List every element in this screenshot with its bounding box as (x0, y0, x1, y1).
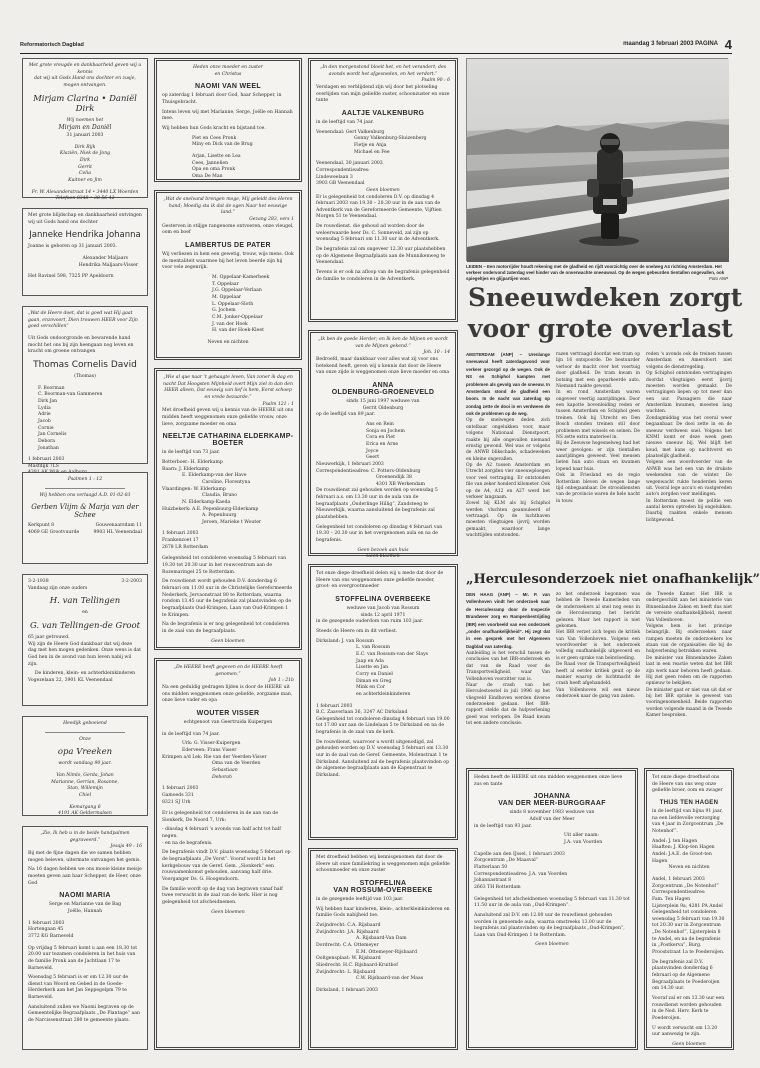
ad-name: Mirjam Clarina • Daniël Dirk (33, 93, 137, 114)
article-hercules-col3: de Tweede Kamer. Het IBR is ondergeschikt aan het ministerie van Binnenlandse Zaken en heeft dus niet de vereiste onafhankelijkheid, meent Van Vollenhoven. Volgens hem is het principe belangrijk. Bij onderzoeken naar rampen moeten de onderzoekers los staan van de organisaties die bij de hulpverlening betrokken waren. De minister van Binnenlandse Zaken laat in een reactie weten dat het IBR zijn werk naar behoren heeft gedaan. Hij ziet geen reden om de rapporten opnieuw te bekijken. De minister gaat er niet van uit dat er bij het IBR sprake is geweest van vooringenomenheid. Beide rapporten worden volgende maand in de Tweede Kamer besproken. (646, 592, 732, 719)
photo-image (467, 59, 729, 262)
ad-name: WOUTER VISSER (196, 709, 260, 717)
ad-name: JOHANNA (533, 793, 571, 801)
article-snow-col3: reden 's avonds ook de treinen tussen Amsterdam en Amersfoort niet volgens de dienstregeling. Op Schiphol ontstonden vertragingen doordat vliegtuigen eerst ijsvrij moesten worden gemaakt. De vertragingen liepen op tot meer dan een uur. Passagiers die naar Amsterdam kwamen, moesten lang wachten. Zondagmiddag was het overal weer begaanbaar. De dooi zette in en de sneeuw verdween snel. Volgens het KNMI komt er deze week geen nieuwe sneeuw bij. Wel blijft het koud, met kans op nachtvorst en plaatselijk gladheid. Volgens een woordvoerder van de ANWB was het een van de drukste weekenden van de winter. De wegenwacht rukte honderden keren uit. Vooral lege accu's en vastgereden auto's zorgden voor meldingen. In Rotterdam moest de politie een aantal keren optreden bij ongelukken. Daarbij raakten enkele mensen lichtgewond. (646, 352, 732, 523)
ad-name: AALTJE VALKENBURG (341, 109, 425, 117)
death-notice-thomas: „Wat de Heere doet, dat is goed wat Hij gaat gaan, enzovoort, Dien trouwen HEER voor Zijn goed verschillen” Uit Gods ondoorgronde en bewarende hand mocht het ons bij zijn heengaan nog leven en kracht om groene ontvangen Thomas Cornelis David (Thomas) F. Boorman C. Boorman-van Gammeren Dirk Jan Lydia Adrie Jacob Cornie Jan Cornelis Debora Jonathan 1 februari 2003 Mastdijk 7LS (22, 306, 148, 464)
death-notice-johanna: Heden heeft de HEERE uit ons midden weggenomen onze lieve zus en tante JOHANNA VAN DER MEER-BURGGRAAF sinds 8 november 1983 weduwe van Adolf van der Meer in de leeftijd van 93 jaar. Uit aller naam: J.A. van Voorden Capelle aan den IJssel, 1 februari 2003 Zorgcentrum „De Maasval” Flatterlaan 50 Correspondentieadres: J.A. van Voorden Johannastraat 8 2663 TH Rotterdam Gelegenheid tot afscheidnemen woensdag 5 februari van 11.30 tot 11.50 uur in de aula van „Oud-Krimpen”. Aansluitend zal D.V. om 12.00 uur de rouwdienst gehouden worden in genoemde aula, waarna omstreeks 13.00 uur de begrafenis zal plaatsvinden op de begraafplaats „Oud-Krimpen”, Laan van Oud-Krimpen 1 te Rotterdam. Geen bloemen (466, 768, 638, 1050)
page-number: 4 (724, 37, 732, 52)
ad-name: opa Vreeken (57, 747, 113, 758)
ad-name: Thomas Cornelis David (33, 359, 137, 370)
death-notice-anna: „Ik ben de goede Herder; en Ik ken de Mijnen en wordt van de Mijnen gekend.” Joh. 10 : 14 Bedroefd, maar dankbaar voor alles wat zij voor ons betekend heeft, geven wij u kennis dat door de Heere van onze zijde is weggenomen onze lieve moeder en oma ANNA OLDENBURG-GROENEVELD sinds 15 juni 1997 weduwe van Gerrit Oldenburg op de leeftijd van 89 jaar. Ans en Rein Sonja en Jochem Cora en Piet Erica en Arne Joyce Geert Nieuwerkijk, 1 februari 2003 Correspondentieadres: C. Potters-Oldenburg Groenendijk 38 4301 XB Werkendam De rouwdienst zal gehouden worden op woensdag 5 februari a.s. om 13.30 uur in de aula van de begraafplaats „Ouderlinge Hillig”, Zandsteeg te Nieuwerkijk, waarna aansluitend de begrafenis zal plaatshebben. Gelegenheid tot condoleren op dinsdag 4 februari van 19.30 – 20.30 uur in het overgenomen aula en na de begrafenis. Geen bezoek aan huis Geen bloemen (308, 330, 458, 556)
birthday-vreeken: Heedijk geboeiend Onze opa Vreeken wordt vandaag 90 jaar. Van Nimlo, Gerda, Johan Marianne, Gerrian, Rosanne, Stan, Willemijn Chiel Kemargang 6 4191 AK Geldermalsen (22, 716, 148, 816)
death-notice-naomi: „Zie, Ik heb u in de beide handpalmen gegraveerd.” Jesaja 49 : 16 Bij met de fijne dagen die we samen hebben mogen beleven, uitermate ontvangen het gemis. Na 16 dagen hebben we ons mooie kleine meisje moeten geven aan haar Schepper, de Heer, onze God NAOMI MARIA Serge en Marianne van de Bag Joëlle, Hannah 1 februari 2003 Hortengaan 45 3772 KG Barneveld Op vrijdag 5 februari komt u aan een 18.30 tot 20.00 uur tezamen condoleren in het huis van de familie Pronk aan de Jachtlaan 17 te Barneveld. Woensdag 5 februari is er om 12.30 uur de dienst van Woord en Gebed in de Goede-Herderkerk aan het Jan Seppegelpm 79 te Barneveld. Aansluitend zullen we Naomi begraven op de Gemeentelijke Begraafplaats „De Plantage” aan de Narcissenstraat 280 te gemeente plaats. (22, 826, 148, 1050)
article-snow-col2: razen vertraagd doordat een tram op lijn 16 ontspoorde. De bestuurder verloor de macht over het voertuig door gladheid. De tram kwam in botsing met een geparkeerde auto. Niemand raakte gewond. In en rond Amsterdam waren ongeveer veertig aanrijdingen. Door een kapotte bovenleiding reden er tussen Amsterdam en Schiphol geen treinen. Ook bij Utrecht en Den Bosch stonden treinen stil door problemen met wissels en seinen. De NS zette extra materieel in. Bij de Zeeuwse hogesnelweg had het weer gevolgen: er zijn tientallen aanrijdingen geweest. Veel mensen lieten hun auto staan en kwamen lopend naar huis. Ook in Friesland en de regio Rotterdam bleven de wegen lange tijd onbegaanbaar. De strooidiensten van de provincie waren de hele nacht in touw. (556, 352, 640, 504)
second-headline: „Herculesonderzoek niet onafhankelijk” (466, 572, 760, 587)
ad-name: STOFFELINA (359, 879, 407, 887)
death-notice-wouter: „De HEERE heeft gegeven en de HEERE heeft genomen.” Job 1 : 21b Na een geduldig gedragen lijden is door de HEERE uit ons midden weggenomen onze geliefde, zorgzame man, onze lieve vader en opa WOUTER VISSER echtgenoot van Geertruida Kuipergen in de leeftijd van 74 jaar. Urk: G. Visser-Kuipergen Ederveen: Frans Visser Krimpen a/d Lek: Rie van der Veerden-Visser Oma van de Veerden Sebastiaan Deborah 1 februari 2003 Gamoeds 331 8321 SJ Urk Er is gelegenheid tot condoleren in de aan van de Sionkerk, De Noord 7, Urk: - dinsdag 4 februari 's avonds van half acht tot half negen. - en na de begrafenis. De begrafenis vindt D.V. plaats woensdag 5 februari op de begraafplaats „De Vorst”. Vooraf wordt in het kerkgebouw van de Geref. Gem. „Sionkerk” een rouwsamenkomst gehouden, aanvang half drie. Voorganger Ds. G. Hoogendoorn. De familie wordt op de dag van begraven vanaf half twee verwacht in de zaal van de kerk. Hier is nog gelegenheid tot afscheidnemen. Geen bloemen (154, 658, 302, 1050)
wedding-notice-vlijm: Psalmen 1 : 12 Wij hebben ons verlaagd A.D. 01-02-03 Gerben Vlijm & Marja van der Schee Kerkpunt 8 Gouwenaarsdam 11 4069 GE Grootvuurde 9903 HL Veenendaal (22, 472, 148, 564)
death-notice-aaltje: „In den morgenstond bloeit het, en het verandert; des avonds wordt het afgesneden, en het verdort.” Psalm 90 : 6 Verslagen en verblijdend zijn wij door het plotseling overlijden van mijn geliefde zuster, schoonzuster en onze tante AALTJE VALKENBURG in de leeftijd van 74 jaar. Veenendaal: Gert Valkenburg Gonny Valkenburg-Sluizenberg Fietje en Anja Michael en Fee Veenendaal, 30 januari 2003 Correspondentieadres: Lindeweelaan 3 3903 GB Veenendaal Geen bloemen Er is gelegenheid tot condoleren D.V. op dinsdag 4 februari 2003 van 19.30 – 20.30 uur in de aan van de Adventkerk van de Gereformeerde Gemeente, Vijftien Morgen 51 te Veenendaal. De rouwdienst, die gehoud ad worden door de weleerwaarde heer Ds. C. Sonneveld, zal zijn op woensdag 5 februari om 11.30 uur in de Adventkerk. De begrafenis zal om ongeveer 12.30 uur plaatshebben op de Algemene Begraafplaats aan de Munnikenweg te Veenendaal. Tevens is er ook na afloop van de begrafenis gelegenheid de familie te condoleren in de Adventkerk. (308, 58, 458, 322)
death-notice-thijs: Tot onze diepe droefheid ons de Heere van ons weg onze geliefde broer, oom en zwager THIJS TEN HAGEN in de leeftijd van bijna 91 jaar, na een liefdevolle verzorging van 4 jaar in Zorgcentrum „De Notenhof”. Andel: J. ten Hagen Haaften: J. Klop-ten Hagen Andel: J.A.E. de Groot-ten Hagen Neven en nichten Andel, 1 februari 2003 Zorgcentrum „De Notenhof” Correspondentieadres: Fam. Ten Hagen Lijsterplein 9a, 4281 PA Andel Gelegenheid tot condoleren woensdag 5 februari van 19.30 tot 20.30 uur in Zorgcentrum „De Notenhof”, Lijsterplein 8 te Andel, en na de begrafenis in „Postkerva”, Burg. Prooststraat 1a te Poederoijen. De begrafenis zal D.V. plaatsvinden donderdag 6 februari op de Algemene Begraafplaats te Poederoijen om 14.30 uur. Vooraf zal er om 13.30 uur een rouwdienst worden gehouden in de Ned. Herv. Kerk te Poederoijen. U wordt verwacht om 13.20 uur aanwezig te zijn. Geen bloemen (644, 768, 734, 1050)
ad-name: Janneke Hendrika Johanna (29, 230, 141, 241)
ad-name: LAMBERTUS DE PATER (185, 241, 271, 249)
ad-name: ANNA (372, 381, 394, 389)
ad-name: NEELTJE CATHARINA ELDERKAMP-BOETER (162, 433, 294, 448)
ad-name: THIJS TEN HAGEN (659, 799, 719, 806)
death-notice-stoffelina-2: Met droefheid hebben wij kennisgenomen dat door de Heere uit onze familiekring is weggenomen mijn geliefde schoonmoeder en onze zuster STOFFELINA VAN ROSSUM-OVERBEEKE in de gezegende leeftijd van 103 jaar. Wij hebben haar kinderen, klein-, achterkleinkinderen en familie Gods nabijheid toe. Zwijndrecht: C.A. Rijsbaard Zwijndrecht: J.A. Rijsbaard A. Rijsbaard-Van Dam Dordrecht: C.A. Ottemeyer E.M. Ottemeyer-Rijsbaard Ooltgensplaat: W. Rijsbaard Sliedrecht: H.C. Rijsbaard-Kruitbof Zwijndrecht: L. Rijsbaard C.W. Rijsbaard-van der Maas Dirksland, 1 februari 2003 (308, 848, 458, 1050)
ad-name: NAOMI VAN WEEL (195, 83, 261, 91)
news-photo-motorcyclist (466, 58, 728, 261)
death-notice-naomi-weel: Heden onze moeder en zuster en Christus NAOMI VAN WEEL op zaterdag 1 februari door God, haar Schepper, in Thuisgebracht. Intens leven wij met Marianne, Serge, Joëlle en Hannah mee. Wij hebben hun Gods kracht en bijstand toe. Piet en Cees Pronk Miny en Dick van de Brug Arjan, Lisette en Lea Cees, Jannelien Opa en oma Pronk Oma De Man (154, 58, 302, 182)
ad-name: Gerben Vlijm & Marja van der Schee (31, 503, 139, 520)
photo-credit: Foto ANP (709, 276, 728, 282)
death-notice-stoffelina-1: Tot onze diepe droefheid delen wij u mede dat door de Heere van ons weggenomen onze geliefde moeder, groot- en overgrootmoeder STOFFELINA OVERBEEKE weduwe van Jacob van Rossum sinds 12 april 1971 in de gezegende ouderdom van ruim 103 jaar. Steeds de Heere om in dit verliest. Dirksland: J. van Rossum L. van Rossum E.C. van Rossum-van der Slays Jaap en Ada Lisette en Jan Corry en Daniel Diman en Greg Mink en Cor en achterkleinkinderen 1 februari 2003 B.C. Zaaverlaan 36, 3247 AC Dirksland Gelegenheid tot condoleren dinsdag 4 februari van 19.00 tot 17.00 uur aan de Lindelaan 5 te Dirksland en na de begrafenis in de zaal van de kerk. De rouwdienst, waarvoor u wordt uitgenodigd, zal gehouden worden op D.V. woensdag 5 februari om 13.30 uur in de zaal van de Geref. Gemeente, Molenstraat 1 te Dirksland. Aansluitend zal de begrafenis plaatsvinden op de algemene begraafplaats aan de Kapenstraat te Dirksland. (308, 564, 458, 840)
paper-name: Reformatorisch Dagblad (20, 42, 84, 48)
page-header (20, 37, 732, 54)
header-date: maandag 3 februari 2003 PAGINA (623, 41, 718, 47)
photo-caption: LEIDEN – Een motorrijder houdt rekening met de gladheid en rijdt voorzichtig over de snelweg A4 richting Amsterdam. Het verkeer ondervond zaterdag veel hinder van de onverwachte sneeuwval. Op de wegen gebeurden tientallen ongevallen, ook spiegeltjes en glijpartijen voor. Foto ANP (466, 264, 728, 282)
main-headline: Sneeuwdeken zorgt voor grote overlast (468, 283, 743, 344)
death-notice-neeltje: „Wie al que naar ’t gehaagte leven, Van zoner ik dag en nacht Dat Hoogsten Mijnheid overt Mijn ziel in dan den HEER alleen, Dat eeuwig van lief is hem, Eerst schoep en vrede bezaarde.” Psalm 121 : 1 Met droefheid geven wij u kennis van de HEERE uit ons midden heeft weggenomen onze geliefde vrouw, onze lieve, zorgzame moeder en oma NEELTJE CATHARINA ELDERKAMP-BOETER in de leeftijd van 73 jaar. Botterboer: H. Elderkamp Baarn: J. Elderkamp E. Elderkamp-van der Have Caroline, Florentyna Vlaardingen: W. Elderkamp Claudia, Bruno N. Elderkamp-Kaeda Huizbekerk: A.E. Pepenbuurg-Elderkamp A. Pepenbuurg Jeroen, Marieke t Wouter 1 februari 2003 Frankenzoet 17 2678 LR Rotterdam Gelegenheid tot condoleren woensdag 5 februari van 19.30 tot 20.30 uur in het rouwcentrum aan de Rozemaringel 25 te Rotterdam. De rouwdienst wordt gehouden D.V. donderdag 6 februari om 11.00 uur in de Christelijke Gereformeerde Nederkerk, Jervaonstraat 80 te Rotterdam, waarna rondom 13.45 uur de begrafenis zal plaatsvinden op de begraafplaats Oud-Krimpen, Laan van Oud-Krimpen 1 te Krimpen. Na de begrafenis is er nog gelegenheid tot condoleren in de zaal van de begraafplaats. Geen bloemen (154, 368, 302, 650)
death-notice-pater: „Wat de snelvand brengen moge, Mij geleidt des Heren hand; Moedig sta ik dat de ogen Naar het eeuwige land.” Gezang 283, vers 1 Gesterven in stiljge rangenome ontvoeren, onze vleugel, oom en boef LAMBERTUS DE PATER Wij verliezen in hem een gewetig, trouw, wijs mens. Ook de mentaliteit waarmee hij het leven beerde zijn hij voor vele zegenrijk. M. Oppelaar-Kamerbeek T. Oppelaar J.G. Oppelaar-Verlaan M. Oppelaar L. Oppelaar-Sloth G. Jochem C.M. Jonker-Oppelaar J. van der Hoek H. van der Hoek-Kleet Neven en nichten (154, 190, 302, 360)
article-hercules-col1: DEN HAAG (ANP) – Mr. P. van Vollenhoven vindt het onderzoek naar de Herculesramp door de Inspectie Brandweer zorg en Rampenbestrijding (IBR) een voorbeeld van een onderzoek „onder onafhankelijkheid”. Hij zegt dat in een gesprek met het Algemeen Dagblad van zaterdag. Aanleiding is het verschil tussen de conclusies van het IBR-onderzoek en dat van de Raad voor de Transportveiligheid, waar Van Vollenhoven voorzitter van is. Naar de crash van het Herculestoestel in juli 1996 op het vliegveld Eindhoven werden diverse onderzoeken gedaan. Het IBR-rapport stelde dat de hulpverlening goed was verlopen. De Raad kwam tot een andere conclusie. (466, 592, 550, 727)
birth-notice-janneke: Met grote blijdschap en dankbaarheid ontvingen wij uit Gods hand ons dochter Janneke Hendrika Johanna Joanne is geboren op 31 januari 2003. Alexander Maljaars Hendrika Maljaars-Visser Het Ravinel 598, 7325 PP Apeldoorn (22, 208, 148, 296)
ad-name: NAOMI MARIA (59, 892, 111, 900)
ad-name: H. van Tellingen (49, 596, 121, 607)
article-snow-col1: AMSTERDAM (ANP) – Urenlange sneeuwval heeft zaterdagavond voor verkeer gezorgd op de wegen. Ook de NS en Schiphol kampten met problemen als gevolg van de sneeuw. In Amsterdam stond de gladheid een boom. In de nacht van zaterdag op zondag zette de dooi in en verdween de ook de problemen op de weg. Op de snelwegen deden zich ontelbaar ongelukken voor, maar volgens Nationaal Dienstpoort, raakte bij alle ongevallen niemand ernstig gewond. Wel was er volgens de ANWB blikschade, schadeweken en kleine ongevallen. Op de A2 tussen Amsterdam en Utrecht zorgden vier sneeuwploegen voor veel vertraging. Er ontstonden file van zeker honderd kilometer. Ook op de A4, A12 en A27 werd het verkeer langzaam. Zowel bij KLM als bij Schiphol werden vluchten geannuleerd of vertraagd. Op de luchthaven moesten vliegtuigen ijsvrij worden gemaakt, waardoor lange wachttijden ontstonden. (466, 352, 550, 539)
ad-name: STOFFELINA OVERBEEKE (335, 595, 431, 603)
anniversary-tellingen: 3-2-1938 3-2-2003 Vandaag zijn onze ouders H. van Tellingen en G. van Tellingen-de Groot 65 jaar getrouwd. Wij zijn de Heere God dankbaar dat wij deze dag met hen mogen gedenken. Onze wens is dat God hen in de avond van hun leven nabij wil zijn. De kinderen, klein- en achterkleinkinderen Vogezelaan 22, 3901 KL Veenendaal (22, 574, 148, 706)
article-hercules-col2: zo het onderzoek begonnen was hebben de Tweede Kamerleden van de onderzoekers al snel nog eens in de Herculesramp het bericht gelezen. Maar het rapport is niet gekomen. Het IBR verzet zich tegen de kritiek van Van Vollenhoven. Volgens een woordvoerder is het onderzoek volledig onafhankelijk uitgevoerd en is er geen sprake van beïnvloeding. De Raad voor de Transportveiligheid heeft al eerder kritiek geuit op de manier waarop de luchtmacht de crash heeft afgehandeld. Van Vollenhoven wil een nieuw onderzoek naar de gang van zaken. (556, 592, 640, 699)
birth-notice-clarina: Met grote vreugde en dankbaarheid geven wij u kennis dat wij uit Gods Hand ons dochter en zusje, mogen ontvangen. Mirjam Clarina • Daniël Dirk Wij noemen het Mirjam en Daniël 31 januari 2003 Dirk Rijk Klaziën, Niek de Jong Dirk Gerrit Celia Kuitner en Jim Fr. W. Alexanderstraat 14 • 3440 LX Woerden Telefoon 0348 • 38 56 42 (22, 58, 148, 198)
